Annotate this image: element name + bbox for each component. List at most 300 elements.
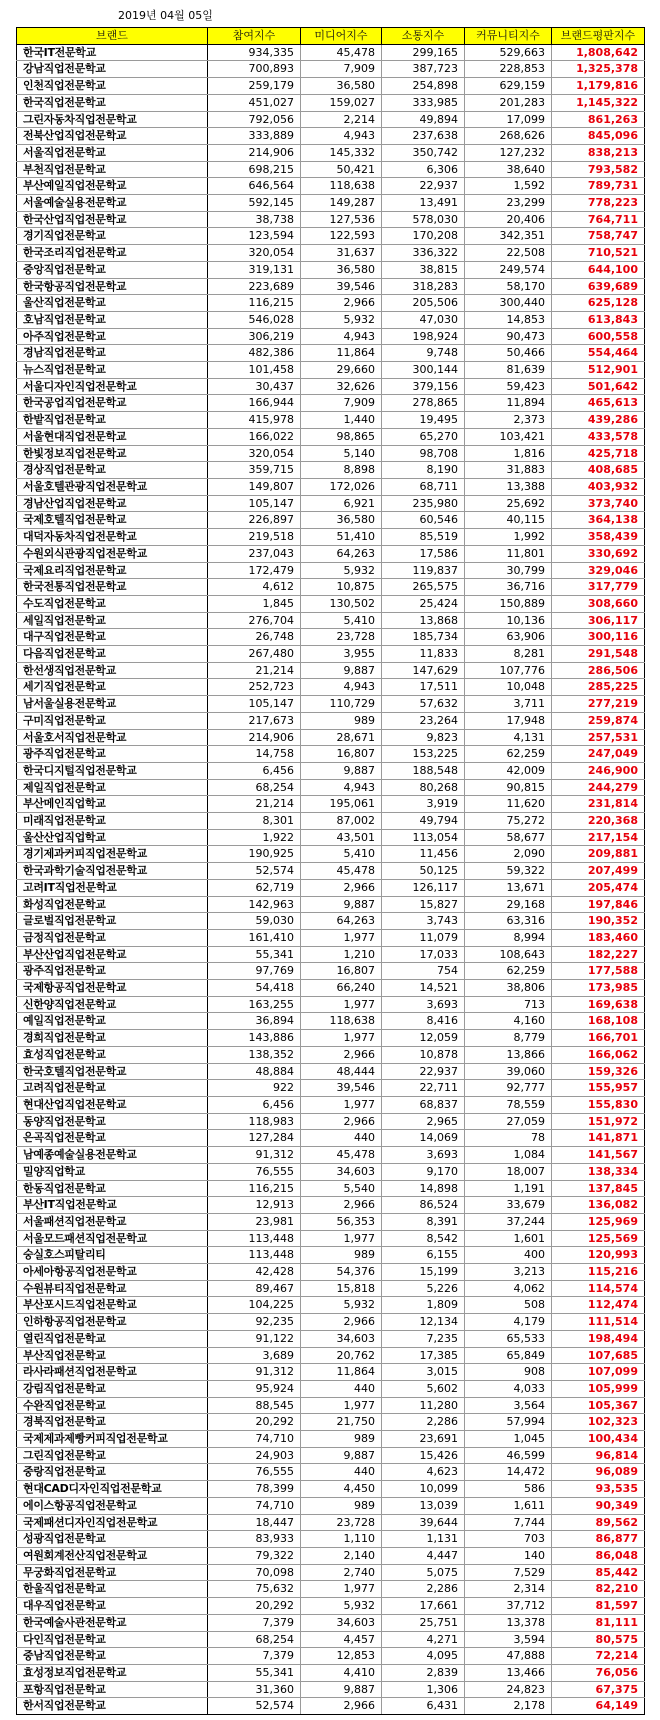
participation-index-cell: 113,448: [208, 1247, 301, 1264]
brand-name-cell: 부산IT직업전문학교: [17, 1197, 208, 1214]
table-row: [17, 1464, 645, 1481]
community-index-cell: 127,232: [465, 144, 552, 161]
table-row: [17, 1447, 645, 1464]
communication-index-cell: 8,542: [382, 1230, 465, 1247]
community-index-cell: 2,314: [465, 1581, 552, 1598]
community-index-cell: 65,533: [465, 1330, 552, 1347]
brand-name-cell: 라사라패션직업전문학교: [17, 1364, 208, 1381]
table-row: [17, 879, 645, 896]
media-index-cell: 48,444: [301, 1063, 382, 1080]
table-row: [17, 178, 645, 195]
brand-reputation-index-cell: 155,957: [552, 1080, 645, 1097]
community-index-cell: 33,679: [465, 1197, 552, 1214]
table-row: [17, 278, 645, 295]
communication-index-cell: 5,226: [382, 1280, 465, 1297]
participation-index-cell: 267,480: [208, 646, 301, 663]
brand-name-cell: 현대CAD디자인직업전문학교: [17, 1481, 208, 1498]
media-index-cell: 10,875: [301, 579, 382, 596]
media-index-cell: 64,263: [301, 913, 382, 930]
participation-index-cell: 127,284: [208, 1130, 301, 1147]
media-index-cell: 3,955: [301, 646, 382, 663]
brand-name-cell: 한빛정보직업전문학교: [17, 445, 208, 462]
communication-index-cell: 1,809: [382, 1297, 465, 1314]
participation-index-cell: 30,437: [208, 378, 301, 395]
community-index-cell: 50,466: [465, 345, 552, 362]
participation-index-cell: 166,022: [208, 428, 301, 445]
brand-reputation-index-cell: 778,223: [552, 195, 645, 212]
participation-index-cell: 113,448: [208, 1230, 301, 1247]
media-index-cell: 2,966: [301, 1314, 382, 1331]
brand-reputation-index-cell: 246,900: [552, 762, 645, 779]
brand-name-cell: 서울호텔관광직업전문학교: [17, 478, 208, 495]
communication-index-cell: 23,691: [382, 1431, 465, 1448]
media-index-cell: 6,921: [301, 495, 382, 512]
communication-index-cell: 153,225: [382, 746, 465, 763]
brand-reputation-index-cell: 554,464: [552, 345, 645, 362]
community-index-cell: 3,711: [465, 696, 552, 713]
brand-name-cell: 광주직업전문학교: [17, 963, 208, 980]
community-index-cell: 228,853: [465, 61, 552, 78]
communication-index-cell: 265,575: [382, 579, 465, 596]
brand-reputation-index-cell: 425,718: [552, 445, 645, 462]
brand-reputation-index-cell: 168,108: [552, 1013, 645, 1030]
table-row: [17, 1531, 645, 1548]
communication-index-cell: 4,623: [382, 1464, 465, 1481]
media-index-cell: 20,762: [301, 1347, 382, 1364]
table-row: [17, 1163, 645, 1180]
brand-name-cell: 제일직업전문학교: [17, 779, 208, 796]
community-index-cell: 8,779: [465, 1030, 552, 1047]
table-row: [17, 445, 645, 462]
brand-name-cell: 다인직업전문학교: [17, 1631, 208, 1648]
brand-reputation-index-cell: 90,349: [552, 1497, 645, 1514]
participation-index-cell: 89,467: [208, 1280, 301, 1297]
participation-index-cell: 116,215: [208, 295, 301, 312]
table-row: [17, 996, 645, 1013]
community-index-cell: 300,440: [465, 295, 552, 312]
brand-reputation-index-cell: 82,210: [552, 1581, 645, 1598]
community-index-cell: 908: [465, 1364, 552, 1381]
table-row: [17, 1598, 645, 1615]
communication-index-cell: 3,693: [382, 1147, 465, 1164]
community-index-cell: 2,373: [465, 412, 552, 429]
communication-index-cell: 68,711: [382, 478, 465, 495]
table-row: [17, 1564, 645, 1581]
table-row: [17, 1180, 645, 1197]
brand-reputation-index-cell: 308,660: [552, 595, 645, 612]
media-index-cell: 9,887: [301, 896, 382, 913]
communication-index-cell: 9,823: [382, 729, 465, 746]
brand-name-cell: 대덕자동차직업전문학교: [17, 529, 208, 546]
communication-index-cell: 6,306: [382, 161, 465, 178]
brand-reputation-index-cell: 85,442: [552, 1564, 645, 1581]
media-index-cell: 118,638: [301, 178, 382, 195]
communication-index-cell: 17,385: [382, 1347, 465, 1364]
community-index-cell: 1,191: [465, 1180, 552, 1197]
media-index-cell: 45,478: [301, 44, 382, 61]
communication-index-cell: 11,456: [382, 846, 465, 863]
brand-name-cell: 서울디자인직업전문학교: [17, 378, 208, 395]
communication-index-cell: 3,693: [382, 996, 465, 1013]
media-index-cell: 11,864: [301, 345, 382, 362]
community-index-cell: 37,244: [465, 1213, 552, 1230]
communication-index-cell: 9,748: [382, 345, 465, 362]
community-index-cell: 81,639: [465, 362, 552, 379]
media-index-cell: 50,421: [301, 161, 382, 178]
brand-name-cell: 수원뷰티직업전문학교: [17, 1280, 208, 1297]
community-index-cell: 13,388: [465, 478, 552, 495]
participation-index-cell: 83,933: [208, 1531, 301, 1548]
media-index-cell: 122,593: [301, 228, 382, 245]
brand-reputation-index-cell: 231,814: [552, 796, 645, 813]
brand-reputation-index-cell: 197,846: [552, 896, 645, 913]
participation-index-cell: 7,379: [208, 1614, 301, 1631]
table-row: [17, 1247, 645, 1264]
table-row: [17, 495, 645, 512]
brand-reputation-index-cell: 72,214: [552, 1648, 645, 1665]
table-row: [17, 61, 645, 78]
brand-name-cell: 미래직업전문학교: [17, 813, 208, 830]
table-row: [17, 595, 645, 612]
brand-name-cell: 수완직업전문학교: [17, 1397, 208, 1414]
brand-name-cell: 남예종예술실용전문학교: [17, 1147, 208, 1164]
table-row: [17, 629, 645, 646]
media-index-cell: 159,027: [301, 94, 382, 111]
participation-index-cell: 415,978: [208, 412, 301, 429]
communication-index-cell: 333,985: [382, 94, 465, 111]
community-index-cell: 201,283: [465, 94, 552, 111]
participation-index-cell: 18,447: [208, 1514, 301, 1531]
communication-index-cell: 12,134: [382, 1314, 465, 1331]
participation-index-cell: 97,769: [208, 963, 301, 980]
communication-index-cell: 237,638: [382, 128, 465, 145]
brand-name-cell: 한국산업직업전문학교: [17, 211, 208, 228]
community-index-cell: 65,849: [465, 1347, 552, 1364]
communication-index-cell: 22,711: [382, 1080, 465, 1097]
table-row: [17, 1414, 645, 1431]
communication-index-cell: 15,199: [382, 1264, 465, 1281]
brand-reputation-index-cell: 644,100: [552, 261, 645, 278]
media-index-cell: 5,410: [301, 846, 382, 863]
communication-index-cell: 350,742: [382, 144, 465, 161]
brand-reputation-table: [16, 27, 645, 1715]
table-row: [17, 1213, 645, 1230]
communication-index-cell: 65,270: [382, 428, 465, 445]
media-index-cell: 130,502: [301, 595, 382, 612]
brand-reputation-index-cell: 93,535: [552, 1481, 645, 1498]
communication-index-cell: 86,524: [382, 1197, 465, 1214]
table-row: [17, 913, 645, 930]
table-row: [17, 929, 645, 946]
brand-reputation-index-cell: 217,154: [552, 829, 645, 846]
brand-reputation-index-cell: 300,116: [552, 629, 645, 646]
community-index-cell: 10,136: [465, 612, 552, 629]
media-index-cell: 5,932: [301, 1598, 382, 1615]
participation-index-cell: 319,131: [208, 261, 301, 278]
brand-name-cell: 글로벌직업전문학교: [17, 913, 208, 930]
participation-index-cell: 95,924: [208, 1380, 301, 1397]
table-row: [17, 462, 645, 479]
table-header-row: [17, 28, 645, 45]
media-index-cell: 5,410: [301, 612, 382, 629]
table-row: [17, 328, 645, 345]
community-index-cell: 7,744: [465, 1514, 552, 1531]
community-index-cell: 18,007: [465, 1163, 552, 1180]
brand-reputation-index-cell: 136,082: [552, 1197, 645, 1214]
participation-index-cell: 20,292: [208, 1414, 301, 1431]
table-row: [17, 562, 645, 579]
community-index-cell: 14,853: [465, 311, 552, 328]
table-row: [17, 1063, 645, 1080]
communication-index-cell: 188,548: [382, 762, 465, 779]
brand-reputation-index-cell: 1,179,816: [552, 78, 645, 95]
community-index-cell: 13,466: [465, 1664, 552, 1681]
participation-index-cell: 934,335: [208, 44, 301, 61]
brand-reputation-index-cell: 639,689: [552, 278, 645, 295]
brand-reputation-index-cell: 86,877: [552, 1531, 645, 1548]
communication-index-cell: 15,426: [382, 1447, 465, 1464]
brand-name-cell: 경기직업전문학교: [17, 228, 208, 245]
brand-reputation-index-cell: 465,613: [552, 395, 645, 412]
table-row: [17, 1297, 645, 1314]
community-index-cell: 103,421: [465, 428, 552, 445]
participation-index-cell: 276,704: [208, 612, 301, 629]
media-index-cell: 2,966: [301, 1698, 382, 1715]
community-index-cell: 31,883: [465, 462, 552, 479]
community-index-cell: 78: [465, 1130, 552, 1147]
brand-reputation-index-cell: 793,582: [552, 161, 645, 178]
table-row: [17, 1147, 645, 1164]
table-row: [17, 980, 645, 997]
table-row: [17, 1698, 645, 1715]
participation-index-cell: 21,214: [208, 796, 301, 813]
communication-index-cell: 68,837: [382, 1097, 465, 1114]
participation-index-cell: 70,098: [208, 1564, 301, 1581]
communication-index-cell: 5,075: [382, 1564, 465, 1581]
community-index-cell: 22,508: [465, 245, 552, 262]
brand-reputation-index-cell: 190,352: [552, 913, 645, 930]
communication-index-cell: 754: [382, 963, 465, 980]
brand-name-cell: 성광직업전문학교: [17, 1531, 208, 1548]
media-index-cell: 1,440: [301, 412, 382, 429]
table-row: [17, 362, 645, 379]
communication-index-cell: 2,286: [382, 1581, 465, 1598]
brand-name-cell: 인하항공직업전문학교: [17, 1314, 208, 1331]
brand-name-cell: 무궁화직업전문학교: [17, 1564, 208, 1581]
community-index-cell: 1,084: [465, 1147, 552, 1164]
brand-reputation-index-cell: 613,843: [552, 311, 645, 328]
communication-index-cell: 119,837: [382, 562, 465, 579]
brand-reputation-index-cell: 76,056: [552, 1664, 645, 1681]
communication-index-cell: 235,980: [382, 495, 465, 512]
community-index-cell: 1,592: [465, 178, 552, 195]
media-index-cell: 2,214: [301, 111, 382, 128]
media-index-cell: 98,865: [301, 428, 382, 445]
brand-name-cell: 부산포시드직업전문학교: [17, 1297, 208, 1314]
participation-index-cell: 138,352: [208, 1046, 301, 1063]
table-row: [17, 1097, 645, 1114]
media-index-cell: 5,932: [301, 311, 382, 328]
media-index-cell: 45,478: [301, 863, 382, 880]
participation-index-cell: 7,379: [208, 1648, 301, 1665]
brand-name-cell: 인천직업전문학교: [17, 78, 208, 95]
brand-reputation-index-cell: 159,326: [552, 1063, 645, 1080]
participation-index-cell: 76,555: [208, 1464, 301, 1481]
participation-index-cell: 3,689: [208, 1347, 301, 1364]
brand-name-cell: 그린직업전문학교: [17, 1447, 208, 1464]
participation-index-cell: 142,963: [208, 896, 301, 913]
community-index-cell: 25,692: [465, 495, 552, 512]
media-index-cell: 51,410: [301, 529, 382, 546]
brand-name-cell: 국제패션디자인직업전문학교: [17, 1514, 208, 1531]
brand-reputation-index-cell: 207,499: [552, 863, 645, 880]
brand-reputation-index-cell: 1,325,378: [552, 61, 645, 78]
brand-reputation-index-cell: 291,548: [552, 646, 645, 663]
table-row: [17, 478, 645, 495]
column-header-brand-reputation: 브랜드평판지수: [552, 28, 645, 45]
participation-index-cell: 306,219: [208, 328, 301, 345]
participation-index-cell: 217,673: [208, 712, 301, 729]
media-index-cell: 7,909: [301, 395, 382, 412]
media-index-cell: 2,966: [301, 1046, 382, 1063]
brand-reputation-index-cell: 439,286: [552, 412, 645, 429]
communication-index-cell: 8,391: [382, 1213, 465, 1230]
community-index-cell: 11,801: [465, 545, 552, 562]
media-index-cell: 39,546: [301, 1080, 382, 1097]
communication-index-cell: 387,723: [382, 61, 465, 78]
brand-name-cell: 한서직업전문학교: [17, 1698, 208, 1715]
media-index-cell: 149,287: [301, 195, 382, 212]
community-index-cell: 58,677: [465, 829, 552, 846]
brand-name-cell: 에이스항공직업전문학교: [17, 1497, 208, 1514]
brand-reputation-index-cell: 364,138: [552, 512, 645, 529]
brand-reputation-index-cell: 285,225: [552, 679, 645, 696]
communication-index-cell: 80,268: [382, 779, 465, 796]
table-row: [17, 1264, 645, 1281]
media-index-cell: 32,626: [301, 378, 382, 395]
brand-reputation-index-cell: 166,062: [552, 1046, 645, 1063]
community-index-cell: 4,131: [465, 729, 552, 746]
participation-index-cell: 214,906: [208, 729, 301, 746]
brand-name-cell: 은곡직업전문학교: [17, 1130, 208, 1147]
table-row: [17, 1314, 645, 1331]
media-index-cell: 87,002: [301, 813, 382, 830]
community-index-cell: 268,626: [465, 128, 552, 145]
community-index-cell: 2,090: [465, 846, 552, 863]
column-header-communication: 소통지수: [382, 28, 465, 45]
table-row: [17, 1197, 645, 1214]
media-index-cell: 9,887: [301, 1681, 382, 1698]
participation-index-cell: 12,913: [208, 1197, 301, 1214]
communication-index-cell: 50,125: [382, 863, 465, 880]
media-index-cell: 1,210: [301, 946, 382, 963]
brand-name-cell: 서울직업전문학교: [17, 144, 208, 161]
table-row: [17, 529, 645, 546]
community-index-cell: 57,994: [465, 1414, 552, 1431]
brand-name-cell: 효성정보직업전문학교: [17, 1664, 208, 1681]
communication-index-cell: 205,506: [382, 295, 465, 312]
participation-index-cell: 546,028: [208, 311, 301, 328]
brand-reputation-index-cell: 1,145,322: [552, 94, 645, 111]
participation-index-cell: 42,428: [208, 1264, 301, 1281]
communication-index-cell: 11,079: [382, 929, 465, 946]
media-index-cell: 989: [301, 1431, 382, 1448]
media-index-cell: 440: [301, 1464, 382, 1481]
participation-index-cell: 62,719: [208, 879, 301, 896]
community-index-cell: 24,823: [465, 1681, 552, 1698]
communication-index-cell: 25,751: [382, 1614, 465, 1631]
community-index-cell: 400: [465, 1247, 552, 1264]
participation-index-cell: 214,906: [208, 144, 301, 161]
communication-index-cell: 85,519: [382, 529, 465, 546]
community-index-cell: 249,574: [465, 261, 552, 278]
brand-name-cell: 부산산업직업전문학교: [17, 946, 208, 963]
community-index-cell: 37,712: [465, 1598, 552, 1615]
community-index-cell: 1,601: [465, 1230, 552, 1247]
participation-index-cell: 320,054: [208, 245, 301, 262]
brand-name-cell: 서울패션직업전문학교: [17, 1213, 208, 1230]
brand-name-cell: 서울모드패션직업전문학교: [17, 1230, 208, 1247]
community-index-cell: 27,059: [465, 1113, 552, 1130]
brand-name-cell: 현대산업직업전문학교: [17, 1097, 208, 1114]
table-row: [17, 1330, 645, 1347]
media-index-cell: 118,638: [301, 1013, 382, 1030]
community-index-cell: 62,259: [465, 963, 552, 980]
media-index-cell: 172,026: [301, 478, 382, 495]
communication-index-cell: 3,919: [382, 796, 465, 813]
brand-name-cell: 동양직업전문학교: [17, 1113, 208, 1130]
participation-index-cell: 92,235: [208, 1314, 301, 1331]
participation-index-cell: 74,710: [208, 1497, 301, 1514]
brand-name-cell: 화성직업전문학교: [17, 896, 208, 913]
table-row: [17, 195, 645, 212]
brand-reputation-index-cell: 137,845: [552, 1180, 645, 1197]
communication-index-cell: 23,264: [382, 712, 465, 729]
brand-reputation-index-cell: 764,711: [552, 211, 645, 228]
brand-name-cell: 열린직업전문학교: [17, 1330, 208, 1347]
participation-index-cell: 55,341: [208, 946, 301, 963]
community-index-cell: 1,045: [465, 1431, 552, 1448]
media-index-cell: 2,740: [301, 1564, 382, 1581]
community-index-cell: 4,160: [465, 1013, 552, 1030]
media-index-cell: 45,478: [301, 1147, 382, 1164]
communication-index-cell: 4,271: [382, 1631, 465, 1648]
column-header-brand: 브랜드: [17, 28, 208, 45]
table-row: [17, 211, 645, 228]
communication-index-cell: 60,546: [382, 512, 465, 529]
media-index-cell: 1,977: [301, 996, 382, 1013]
participation-index-cell: 922: [208, 1080, 301, 1097]
communication-index-cell: 4,447: [382, 1547, 465, 1564]
participation-index-cell: 68,254: [208, 1631, 301, 1648]
community-index-cell: 140: [465, 1547, 552, 1564]
community-index-cell: 90,473: [465, 328, 552, 345]
community-index-cell: 92,777: [465, 1080, 552, 1097]
participation-index-cell: 31,360: [208, 1681, 301, 1698]
brand-name-cell: 포항직업전문학교: [17, 1681, 208, 1698]
table-row: [17, 662, 645, 679]
brand-reputation-index-cell: 244,279: [552, 779, 645, 796]
table-row: [17, 762, 645, 779]
brand-name-cell: 다음직업전문학교: [17, 646, 208, 663]
community-index-cell: 629,159: [465, 78, 552, 95]
community-index-cell: 508: [465, 1297, 552, 1314]
participation-index-cell: 320,054: [208, 445, 301, 462]
media-index-cell: 5,932: [301, 562, 382, 579]
table-row: [17, 829, 645, 846]
participation-index-cell: 24,903: [208, 1447, 301, 1464]
media-index-cell: 5,932: [301, 1297, 382, 1314]
